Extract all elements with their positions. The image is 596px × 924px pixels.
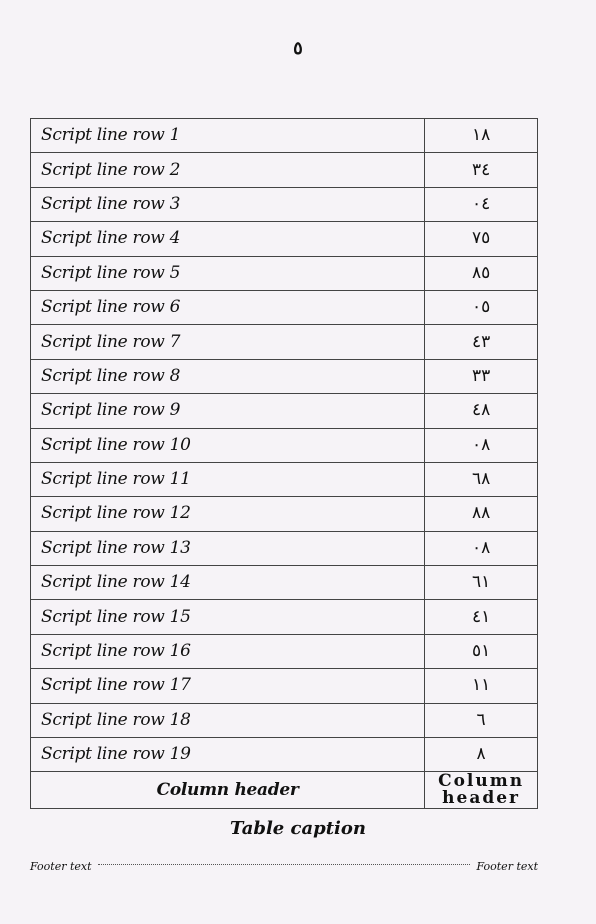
table-caption: Table caption [230, 818, 366, 839]
number-cell: ٥١ [425, 634, 538, 668]
number-cell: ٠٤ [425, 187, 538, 221]
text-cell: Script line row 16 [31, 634, 425, 668]
text-cell: Script line row 1 [31, 119, 425, 153]
table-row [31, 428, 538, 462]
table-row [31, 394, 538, 428]
data-table [30, 118, 538, 809]
text-cell: Script line row 10 [31, 428, 425, 462]
text-cell: Script line row 19 [31, 738, 425, 772]
text-cell: Script line row 11 [31, 462, 425, 496]
number-cell: ٤٨ [425, 394, 538, 428]
text-cell: Script line row 5 [31, 256, 425, 290]
text-cell: Script line row 2 [31, 153, 425, 187]
number-cell: ٠٨ [425, 531, 538, 565]
table-row [31, 119, 538, 153]
footer [30, 860, 538, 873]
table-row [31, 462, 538, 496]
table-row [31, 187, 538, 221]
text-cell: Script line row 8 [31, 359, 425, 393]
table-row [31, 153, 538, 187]
number-cell: ٨٥ [425, 256, 538, 290]
text-cell: Script line row 4 [31, 222, 425, 256]
number-cell: Column header [425, 772, 538, 809]
number-cell: ٠٥ [425, 290, 538, 324]
text-cell: Script line row 17 [31, 669, 425, 703]
number-cell: ٦ [425, 703, 538, 737]
text-cell: Script line row 12 [31, 497, 425, 531]
table-row [31, 669, 538, 703]
number-cell: ٣٤ [425, 153, 538, 187]
text-cell: Script line row 15 [31, 600, 425, 634]
number-cell: ٤٣ [425, 325, 538, 359]
page-number: ٥ [293, 38, 303, 59]
table-row [31, 325, 538, 359]
table-row [31, 738, 538, 772]
number-cell: ٨٨ [425, 497, 538, 531]
text-cell: Column header [31, 772, 425, 809]
number-cell: ٤١ [425, 600, 538, 634]
table-row [31, 290, 538, 324]
text-cell: Script line row 7 [31, 325, 425, 359]
table-row [31, 634, 538, 668]
text-cell: Script line row 14 [31, 566, 425, 600]
table-row [31, 256, 538, 290]
number-cell: ٦٨ [425, 462, 538, 496]
number-cell: ٧٥ [425, 222, 538, 256]
number-cell: ٨ [425, 738, 538, 772]
number-cell: ٠٨ [425, 428, 538, 462]
text-cell: Script line row 13 [31, 531, 425, 565]
number-cell: ١١ [425, 669, 538, 703]
footer-rule [98, 864, 471, 865]
table-row [31, 359, 538, 393]
footer-right-text: Footer text [476, 860, 538, 873]
table-row [31, 600, 538, 634]
table-row [31, 703, 538, 737]
table-row [31, 531, 538, 565]
text-cell: Script line row 6 [31, 290, 425, 324]
table-row [31, 772, 538, 809]
footer-left-text: Footer text [30, 860, 92, 873]
number-cell: ١٨ [425, 119, 538, 153]
text-cell: Script line row 3 [31, 187, 425, 221]
text-cell: Script line row 9 [31, 394, 425, 428]
table-row [31, 222, 538, 256]
text-cell: Script line row 18 [31, 703, 425, 737]
table-row [31, 497, 538, 531]
table-row [31, 566, 538, 600]
number-cell: ٣٣ [425, 359, 538, 393]
number-cell: ٦١ [425, 566, 538, 600]
